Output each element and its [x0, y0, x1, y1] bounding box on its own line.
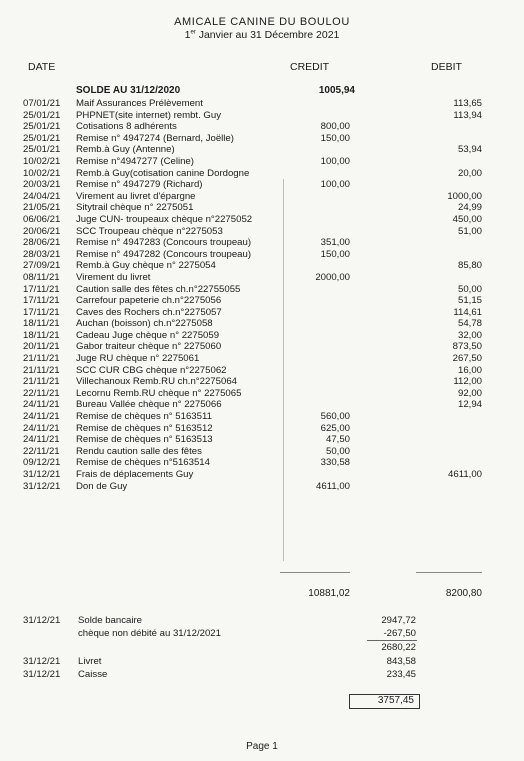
- credit-total-rule: [280, 572, 350, 573]
- entry-label: Remb.à Guy chèque n° 2275054: [76, 260, 216, 272]
- ledger-row: [0, 133, 524, 145]
- entry-credit: 330,58: [320, 457, 350, 469]
- entry-date: 21/11/21: [23, 353, 60, 365]
- entry-credit: 351,00: [320, 237, 350, 249]
- subtotal-rule: [367, 640, 417, 641]
- ledger-row: [0, 249, 524, 261]
- entry-date: 06/06/21: [23, 213, 61, 225]
- ledger-row: [0, 330, 524, 342]
- ledger-row: [0, 446, 524, 458]
- entry-credit: 2000,00: [315, 271, 350, 283]
- entry-debit: 112,00: [453, 376, 482, 388]
- entry-date: 18/11/21: [23, 318, 60, 330]
- entry-label: Virement du livret: [76, 271, 151, 283]
- entry-debit: 16,00: [457, 364, 482, 376]
- column-header-date: DATE: [28, 61, 56, 73]
- ledger-row: [0, 318, 524, 330]
- entry-label: Caves des Rochers ch.n°2275057: [76, 306, 222, 318]
- entry-date: 25/01/21: [23, 121, 61, 133]
- entry-debit: 873,50: [452, 341, 482, 353]
- total-credit: 10881,02: [308, 588, 350, 599]
- entry-label: Lecornu Remb.RU chèque n° 2275065: [76, 387, 242, 399]
- entry-label: SCC Troupeau chèque n°2275053: [76, 225, 223, 237]
- summary-label: Livret: [78, 656, 102, 667]
- entry-debit: 113,65: [453, 98, 482, 109]
- entry-credit: 150,00: [320, 132, 350, 144]
- document-title: AMICALE CANINE DU BOULOU: [174, 16, 350, 28]
- ledger-row: [0, 226, 524, 238]
- summary-label: Caisse: [78, 669, 108, 680]
- entry-label: Remise n° 4947274 (Bernard, Joëlle): [76, 132, 234, 144]
- summary-value: 233,45: [386, 669, 416, 680]
- entry-date: 20/03/21: [23, 179, 61, 191]
- entry-date: 09/12/21: [23, 457, 61, 469]
- entry-debit: 450,00: [452, 213, 482, 225]
- ledger-row: [0, 399, 524, 411]
- entry-date: 10/02/21: [23, 167, 61, 179]
- opening-balance-label: SOLDE AU 31/12/2020: [76, 85, 181, 96]
- entry-label: Remise de chèques n° 5163513: [76, 434, 213, 446]
- summary-value: 843,58: [386, 656, 416, 667]
- ledger-row: [0, 341, 524, 353]
- entry-date: 07/01/21: [23, 98, 61, 109]
- entry-label: Juge RU chèque n° 2275061: [76, 353, 200, 365]
- summary-value: -267,50: [383, 628, 416, 639]
- entry-credit: 100,00: [320, 179, 350, 191]
- ledger-row: [0, 284, 524, 296]
- entry-label: SCC CUR CBG chèque n°2275062: [76, 364, 227, 376]
- entry-label: Remise de chèques n°5163514: [76, 457, 210, 469]
- ledger-row: [0, 423, 524, 435]
- ledger-row: [0, 365, 524, 377]
- ledger-row: [0, 481, 524, 493]
- entry-date: 21/05/21: [23, 202, 61, 214]
- ledger-row: [0, 295, 524, 307]
- entry-date: 22/11/21: [23, 387, 60, 399]
- entry-debit: 92,00: [457, 387, 482, 399]
- entry-date: 25/01/21: [23, 132, 61, 144]
- entry-label: Remise n° 4947282 (Concours troupeau): [76, 248, 252, 260]
- entry-date: 22/11/21: [23, 445, 60, 457]
- entry-date: 21/11/21: [23, 364, 60, 376]
- entry-debit: 51,15: [457, 295, 482, 307]
- ledger-row: [0, 202, 524, 214]
- ledger-row: [0, 469, 524, 481]
- summary-date: 31/12/21: [23, 615, 61, 626]
- column-header-debit: DEBIT: [431, 61, 462, 73]
- final-total-value: 3757,45: [377, 695, 414, 706]
- entry-date: 10/02/21: [23, 155, 61, 167]
- entry-date: 21/11/21: [23, 376, 60, 388]
- entry-debit: 54,78: [457, 318, 482, 330]
- entry-date: 28/03/21: [23, 248, 61, 260]
- entry-label: Remb.à Guy (Antenne): [76, 144, 175, 156]
- entry-credit: 50,00: [325, 445, 350, 457]
- opening-balance-value: 1005,94: [318, 85, 355, 96]
- entry-date: 24/11/21: [23, 411, 60, 423]
- ledger-row: [0, 272, 524, 284]
- entry-label: PHPNET(site internet) rembt. Guy: [76, 109, 222, 121]
- ledger-row: [0, 110, 524, 122]
- ledger-row: [0, 168, 524, 180]
- entry-debit: 51,00: [457, 225, 482, 237]
- entry-label: Cadeau Juge chèque n° 2275059: [76, 329, 220, 341]
- ledger-row: [0, 144, 524, 156]
- entry-label: Cotisations 8 adhérents: [76, 121, 177, 133]
- ledger-row: [0, 376, 524, 388]
- entry-label: Auchan (boisson) ch.n°2275058: [76, 318, 213, 330]
- entry-label: Remise n°4947277 (Celine): [76, 155, 194, 167]
- entry-debit: 4611,00: [448, 469, 482, 480]
- entry-date: 17/11/21: [23, 306, 60, 318]
- entry-label: Sitytrail chèque n° 2275051: [76, 202, 194, 214]
- summary-date: 31/12/21: [23, 656, 61, 667]
- ledger-row: [0, 307, 524, 319]
- debit-total-rule: [416, 572, 482, 573]
- entry-label: Juge CUN- troupeaux chèque n°2275052: [76, 213, 253, 225]
- entry-label: Carrefour papeterie ch.n°2275056: [76, 295, 222, 307]
- entry-label: Remise n° 4947283 (Concours troupeau): [76, 237, 252, 249]
- ledger-row: [0, 156, 524, 168]
- entry-label: Gabor traiteur chèque n° 2275060: [76, 341, 222, 353]
- entry-credit: 150,00: [320, 248, 350, 260]
- entry-date: 20/11/21: [23, 341, 60, 353]
- entry-label: Villechanoux Remb.RU ch.n°2275064: [76, 376, 237, 388]
- entry-date: 17/11/21: [23, 283, 60, 295]
- entry-date: 24/11/21: [23, 422, 60, 434]
- entry-label: Remb.à Guy(cotisation canine Dordogne: [76, 167, 250, 179]
- entry-date: 24/04/21: [23, 190, 61, 202]
- page-number: Page 1: [246, 741, 278, 752]
- ledger-row: [0, 411, 524, 423]
- ledger-row: [0, 388, 524, 400]
- entry-debit: 32,00: [457, 329, 482, 341]
- entry-date: 25/01/21: [23, 144, 61, 156]
- ledger-row: [0, 179, 524, 191]
- entry-debit: 114,61: [453, 306, 482, 318]
- ledger-row: [0, 260, 524, 272]
- column-header-credit: CREDIT: [290, 61, 330, 73]
- ledger-row: [0, 191, 524, 203]
- summary-date: 31/12/21: [23, 669, 61, 680]
- entry-debit: 113,94: [453, 109, 482, 121]
- entry-label: Remise n° 4947279 (Richard): [76, 179, 203, 191]
- entry-debit: 53,94: [457, 144, 482, 156]
- entry-label: Don de Guy: [76, 480, 128, 492]
- entry-label: Rendu caution salle des fêtes: [76, 445, 202, 457]
- entry-date: 25/01/21: [23, 109, 61, 121]
- ledger-row: [0, 214, 524, 226]
- entry-date: 08/11/21: [23, 271, 60, 283]
- entries-list: [0, 98, 524, 492]
- entry-label: Bureau Vallée chèque n° 2275066: [76, 399, 222, 411]
- entry-date: 24/11/21: [23, 399, 60, 411]
- entry-credit: 100,00: [320, 155, 350, 167]
- entry-credit: 560,00: [320, 411, 350, 423]
- entry-debit: 85,80: [457, 260, 482, 272]
- entry-credit: 4611,00: [316, 480, 350, 492]
- entry-credit: 800,00: [320, 121, 350, 133]
- entry-date: 28/06/21: [23, 237, 61, 249]
- entry-debit: 24,99: [457, 202, 482, 214]
- ledger-row: [0, 434, 524, 446]
- entry-label: Remise de chèques n° 5163512: [76, 422, 213, 434]
- entry-date: 31/12/21: [23, 480, 61, 492]
- entry-date: 27/09/21: [23, 260, 61, 272]
- total-debit: 8200,80: [445, 588, 482, 599]
- entry-date: 18/11/21: [23, 329, 60, 341]
- entry-debit: 12,94: [457, 399, 482, 411]
- entry-debit: 20,00: [457, 167, 482, 179]
- ledger-row: [0, 121, 524, 133]
- document-period: 1er Janvier au 31 Décembre 2021: [184, 29, 340, 41]
- entry-debit: 50,00: [457, 283, 482, 295]
- entry-date: 31/12/21: [23, 469, 61, 480]
- entry-label: Remise de chèques n° 5163511: [76, 411, 212, 423]
- ledger-row: [0, 457, 524, 469]
- entry-label: Caution salle des fêtes ch.n°22755055: [76, 283, 241, 295]
- entry-credit: 47,50: [325, 434, 350, 446]
- entry-debit: 267,50: [452, 353, 482, 365]
- ledger-row: [0, 98, 524, 110]
- entry-date: 20/06/21: [23, 225, 61, 237]
- entry-date: 24/11/21: [23, 434, 60, 446]
- entry-label: Frais de déplacements Guy: [76, 469, 194, 480]
- entry-label: Virement au livret d'épargne: [76, 190, 196, 202]
- ledger-row: [0, 237, 524, 249]
- summary-value: 2947,72: [381, 615, 416, 626]
- entry-label: Maif Assurances Prélèvement: [76, 98, 203, 109]
- entry-credit: 625,00: [320, 422, 350, 434]
- summary-label: chèque non débité au 31/12/2021: [78, 628, 221, 639]
- entry-debit: 1000,00: [447, 190, 482, 202]
- entry-date: 17/11/21: [23, 295, 60, 307]
- summary-label: Solde bancaire: [78, 615, 143, 626]
- ledger-row: [0, 353, 524, 365]
- summary-subtotal: 2680,22: [381, 642, 416, 653]
